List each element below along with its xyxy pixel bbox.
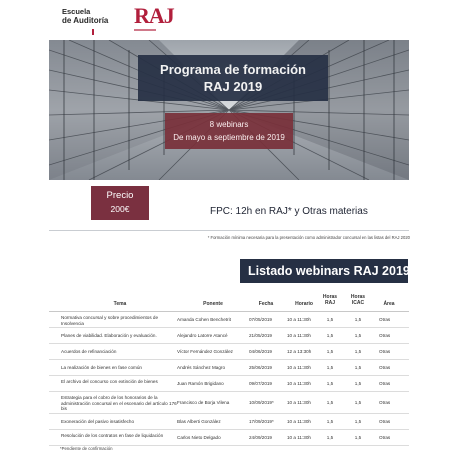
footnote-pending: *Pendiente de confirmación <box>60 446 113 451</box>
cell-horas-icac: 1,5 <box>354 317 362 322</box>
footnote-raj: * Formación mínima necesaria para la presentación como administrador concursal en las listas del RAJ 2020 <box>207 235 410 240</box>
cell-area: Otras <box>379 333 391 338</box>
program-title-line1: Programa de formación <box>160 62 306 77</box>
listado-heading <box>240 259 408 283</box>
cell-fecha: 21/05/2019 <box>249 333 272 338</box>
cell-ponente: Andrés Sánchez Magro <box>177 365 226 370</box>
cell-horas-raj: 1,5 <box>326 349 334 354</box>
cell-tema: Estrategia para el cobro de los honorarios de la administración concursal en el escenario del artículo 176 bis <box>61 395 177 412</box>
cell-tema: Exoneración del pasivo insatisfecho <box>61 419 135 424</box>
program-subtitle-box <box>165 113 293 149</box>
escuela-logo-line2: de Auditoría <box>62 15 109 25</box>
cell-ponente: Alejandro Latorre Atancé <box>177 333 228 338</box>
header-tema: Tema <box>113 301 127 307</box>
cell-horas-raj: 1,5 <box>326 333 334 338</box>
table-row <box>49 392 409 414</box>
cell-fecha: 09/07/2019 <box>249 381 272 386</box>
cell-horas-icac: 1,5 <box>354 381 362 386</box>
cell-fecha: 17/09/2019* <box>249 419 274 424</box>
cell-horas-raj: 1,5 <box>326 381 334 386</box>
table-row <box>49 360 409 376</box>
cell-ponente: Blas Alberti González <box>177 419 221 424</box>
cell-fecha: 07/05/2019 <box>249 317 272 322</box>
cell-horas-icac: 1,5 <box>354 400 362 405</box>
cell-horas-icac: 1,5 <box>354 349 362 354</box>
table-row <box>49 312 409 328</box>
fpc-hours: FPC: 12h en RAJ* y Otras materias <box>210 206 368 217</box>
cell-area: Otras <box>379 381 391 386</box>
price-box <box>91 186 149 220</box>
cell-horario: 10 a 11:30h <box>287 317 311 322</box>
cell-fecha: 25/06/2019 <box>249 365 272 370</box>
cell-ponente: Francisco de Borja Vilena <box>177 400 230 405</box>
webinar-table <box>49 288 409 446</box>
escuela-de-auditoria-logo <box>62 8 118 34</box>
table-row <box>49 328 409 344</box>
cell-area: Otras <box>379 419 391 424</box>
cell-area: Otras <box>379 317 391 322</box>
cell-horas-icac: 1,5 <box>354 333 362 338</box>
cell-tema: Planes de viabilidad. Elaboración y evaluación. <box>61 333 157 338</box>
cell-tema: Normativa concursal y sobre procedimientos de Insolvencia <box>61 315 159 326</box>
cell-horas-raj: 1,5 <box>326 400 334 405</box>
listado-title: Listado webinars RAJ 2019 <box>248 264 410 278</box>
cell-ponente: Víctor Fernández González <box>177 349 233 354</box>
cell-fecha: 10/09/2019* <box>249 400 274 405</box>
cell-fecha: 24/09/2019 <box>249 435 272 440</box>
raj-logo-underline <box>134 29 156 31</box>
cell-ponente: Juan Ramón Brigidano <box>177 381 224 386</box>
table-row <box>49 430 409 446</box>
cell-ponente: Carlos Nieto Delgado <box>177 435 221 440</box>
cell-horario: 10 a 11:30h <box>287 400 311 405</box>
header-ponente: Ponente <box>203 301 223 307</box>
price-value: 200€ <box>110 204 130 214</box>
table-row <box>49 414 409 430</box>
cell-horas-icac: 1,5 <box>354 419 362 424</box>
date-range: De mayo a septiembre de 2019 <box>173 133 285 142</box>
cell-horas-raj: 1,5 <box>326 419 334 424</box>
cell-horario: 12 a 13:30h <box>287 349 312 354</box>
cell-horario: 10 a 11:30h <box>287 365 311 370</box>
table-row <box>49 344 409 360</box>
price-label: Precio <box>106 190 134 201</box>
cell-tema: El archivo del concurso con extinción de bienes <box>61 379 158 384</box>
raj-logo <box>134 5 174 33</box>
cell-fecha: 04/06/2019 <box>249 349 272 354</box>
cell-tema: Acuerdos de refinanciación <box>61 349 117 354</box>
cell-horario: 10 a 11:30h <box>287 435 311 440</box>
program-title-line2: RAJ 2019 <box>203 79 263 94</box>
cell-horario: 10 a 11:30h <box>287 381 311 386</box>
cell-horas-icac: 1,5 <box>354 435 362 440</box>
divider <box>49 230 409 231</box>
header-horario: Horario <box>295 301 313 307</box>
escuela-logo-accent <box>92 29 94 35</box>
cell-ponente: Amanda Cohen Benchetrit <box>177 317 231 322</box>
header-horas-icac: Horas ICAC <box>350 294 366 306</box>
header-horas-raj: Horas RAJ <box>322 294 338 306</box>
cell-tema: La realización de bienes en fase común <box>61 365 142 370</box>
escuela-logo-line1: Escuela <box>62 7 91 16</box>
cell-horario: 10 a 11:30h <box>287 419 311 424</box>
program-title-box <box>138 55 328 101</box>
raj-logo-mark: RAJ <box>134 3 174 28</box>
header-area: Área <box>383 301 395 307</box>
cell-area: Otras <box>379 349 391 354</box>
cell-horas-raj: 1,5 <box>326 365 334 370</box>
cell-area: Otras <box>379 400 391 405</box>
header-fecha: Fecha <box>258 301 274 307</box>
cell-horas-icac: 1,5 <box>354 365 362 370</box>
webinar-count: 8 webinars <box>209 120 249 129</box>
cell-horario: 10 a 11:30h <box>287 333 311 338</box>
cell-horas-raj: 1,5 <box>326 317 334 322</box>
cell-area: Otras <box>379 435 391 440</box>
cell-horas-raj: 1,5 <box>326 435 334 440</box>
cell-tema: Resolución de los contratos en fase de liquidación <box>61 433 164 438</box>
table-header <box>49 288 409 312</box>
table-row <box>49 376 409 392</box>
cell-area: Otras <box>379 365 391 370</box>
